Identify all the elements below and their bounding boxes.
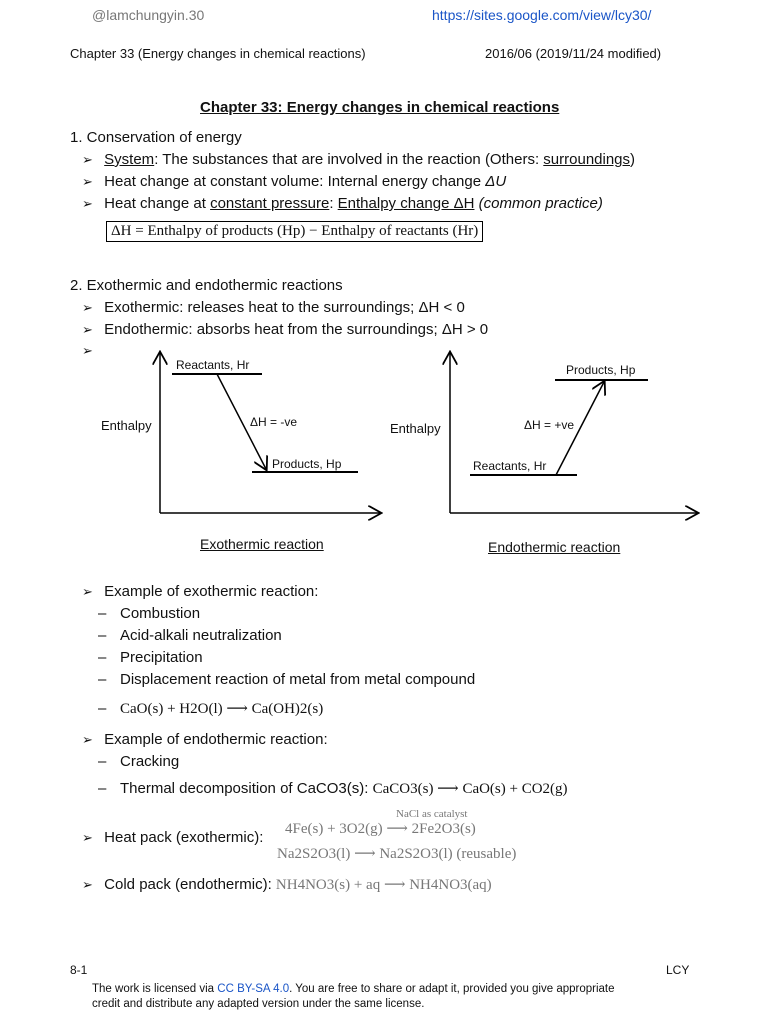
list-item-text: Thermal decomposition of CaCO3(s): [120,780,369,797]
list-item-text: Cracking [120,753,180,770]
cao-equation: CaO(s) + H2O(l) ⟶ Ca(OH)2(s) [120,701,324,717]
license-line-2: credit and distribute any adapted version under the same license. [92,998,425,1010]
page-number: 8-1 [70,963,88,977]
bullet-arrow-icon: ➢ [82,322,93,337]
heat-volume-line [82,173,506,190]
heat-pressure-text: Heat change at [104,195,211,212]
page-title: Chapter 33: Energy changes in chemical reactions [200,99,560,116]
list-item: – Cracking [98,753,180,770]
exo-reactants-label: Reactants, Hr [176,358,250,372]
enthalpy-equation: ΔH = Enthalpy of products (Hp) − Enthalpy of reactants (Hr) [106,221,483,242]
bullet-arrow-icon: ➢ [82,152,93,167]
endothermic-line [82,321,488,338]
endo-examples-heading [82,731,328,748]
list-item-text: Precipitation [120,649,203,666]
list-item: – Acid-alkali neutralization [98,627,282,644]
catalyst-label: NaCl as catalyst [396,808,468,820]
exo-enthalpy-label: Enthalpy [101,418,152,433]
footer-author: LCY [666,963,690,977]
common-practice: (common practice) [474,195,603,212]
iron-equation: 4Fe(s) + 3O2(g) ⟶ 2Fe2O3(s) [285,821,476,837]
endo-products-label: Products, Hp [566,363,636,377]
enthalpy-change-term: Enthalpy change ΔH [337,195,475,212]
heat-volume-text: Heat change at constant volume: Internal energy change [104,173,486,190]
license-text-a: The work is licensed via [92,983,218,995]
list-item: – Displacement reaction of metal from metal compound [98,671,476,688]
system-end: ) [630,151,636,168]
list-item: – Thermal decomposition of CaCO3(s): CaCO3(s) ⟶ CaO(s) + CO2(g) [98,780,568,797]
exo-examples-heading [82,583,318,600]
thiosulfate-equation: Na2S2O3(l) ⟶ Na2S2O3(l) (reusable) [277,846,517,862]
exo-examples-heading-text: Example of exothermic reaction: [104,583,319,600]
delta-u: ΔU [485,173,507,190]
endo-dh-label: ΔH = +ve [524,418,575,432]
exo-caption: Exothermic reaction [200,536,324,552]
chapter-line: Chapter 33 (Energy changes in chemical reactions) [70,46,366,61]
exo-dh-label: ΔH = -ve [250,415,298,429]
cold-pack-line [82,875,492,894]
caco3-equation: CaCO3(s) ⟶ CaO(s) + CO2(g) [372,781,568,797]
system-line [82,151,635,168]
bullet-arrow-icon: ➢ [82,877,93,892]
list-item: – Precipitation [98,649,203,666]
exothermic-line [82,299,465,316]
site-link[interactable]: https://sites.google.com/view/lcy30/ [432,7,652,23]
license-line-1 [92,983,615,995]
bullet-arrow-icon: ➢ [82,732,93,747]
list-item-text: Displacement reaction of metal from metal compound [120,671,476,688]
heat-pack-label: Heat pack (exothermic): [104,829,264,846]
bullet-arrow-icon: ➢ [82,300,93,315]
bullet-arrow-icon: ➢ [82,174,93,189]
colon: : [329,195,338,212]
license-link[interactable]: CC BY-SA 4.0 [217,983,290,995]
heat-pack-line [82,829,263,846]
energy-diagrams [0,345,768,560]
list-item: – CaO(s) + H2O(l) ⟶ Ca(OH)2(s) [98,700,324,717]
heat-pressure-line [82,195,603,212]
system-text: : The substances that are involved in the reaction (Others: [154,151,544,168]
exothermic-text: Exothermic: releases heat to the surroundings; ΔH < 0 [104,299,465,316]
author-handle: @lamchungyin.30 [92,7,205,23]
list-item-text: Acid-alkali neutralization [120,627,282,644]
endothermic-text: Endothermic: absorbs heat from the surroundings; ΔH > 0 [104,321,489,338]
surroundings-term: surroundings [543,151,631,168]
bullet-arrow-icon: ➢ [82,584,93,599]
endo-caption: Endothermic reaction [488,539,621,555]
bullet-arrow-icon: ➢ [82,343,93,358]
ammonium-nitrate-equation: NH4NO3(s) + aq ⟶ NH4NO3(aq) [275,877,492,893]
license-text-b: . You are free to share or adapt it, provided you give appropriate [289,983,615,995]
cold-pack-label: Cold pack (endothermic): [104,876,272,893]
section-2-heading: 2. Exothermic and endothermic reactions [70,277,343,294]
endo-examples-heading-text: Example of endothermic reaction: [104,731,328,748]
date-line: 2016/06 (2019/11/24 modified) [485,46,662,61]
system-term: System [104,151,155,168]
bullet-arrow-icon: ➢ [82,830,93,845]
endo-reactants-label: Reactants, Hr [473,459,547,473]
bullet-arrow-icon: ➢ [82,196,93,211]
list-item-text: Combustion [120,605,201,622]
section-1-heading: 1. Conservation of energy [70,129,242,146]
exo-products-label: Products, Hp [272,457,342,471]
endo-enthalpy-label: Enthalpy [390,421,441,436]
list-item: – Combustion [98,605,201,622]
constant-pressure-term: constant pressure [210,195,330,212]
